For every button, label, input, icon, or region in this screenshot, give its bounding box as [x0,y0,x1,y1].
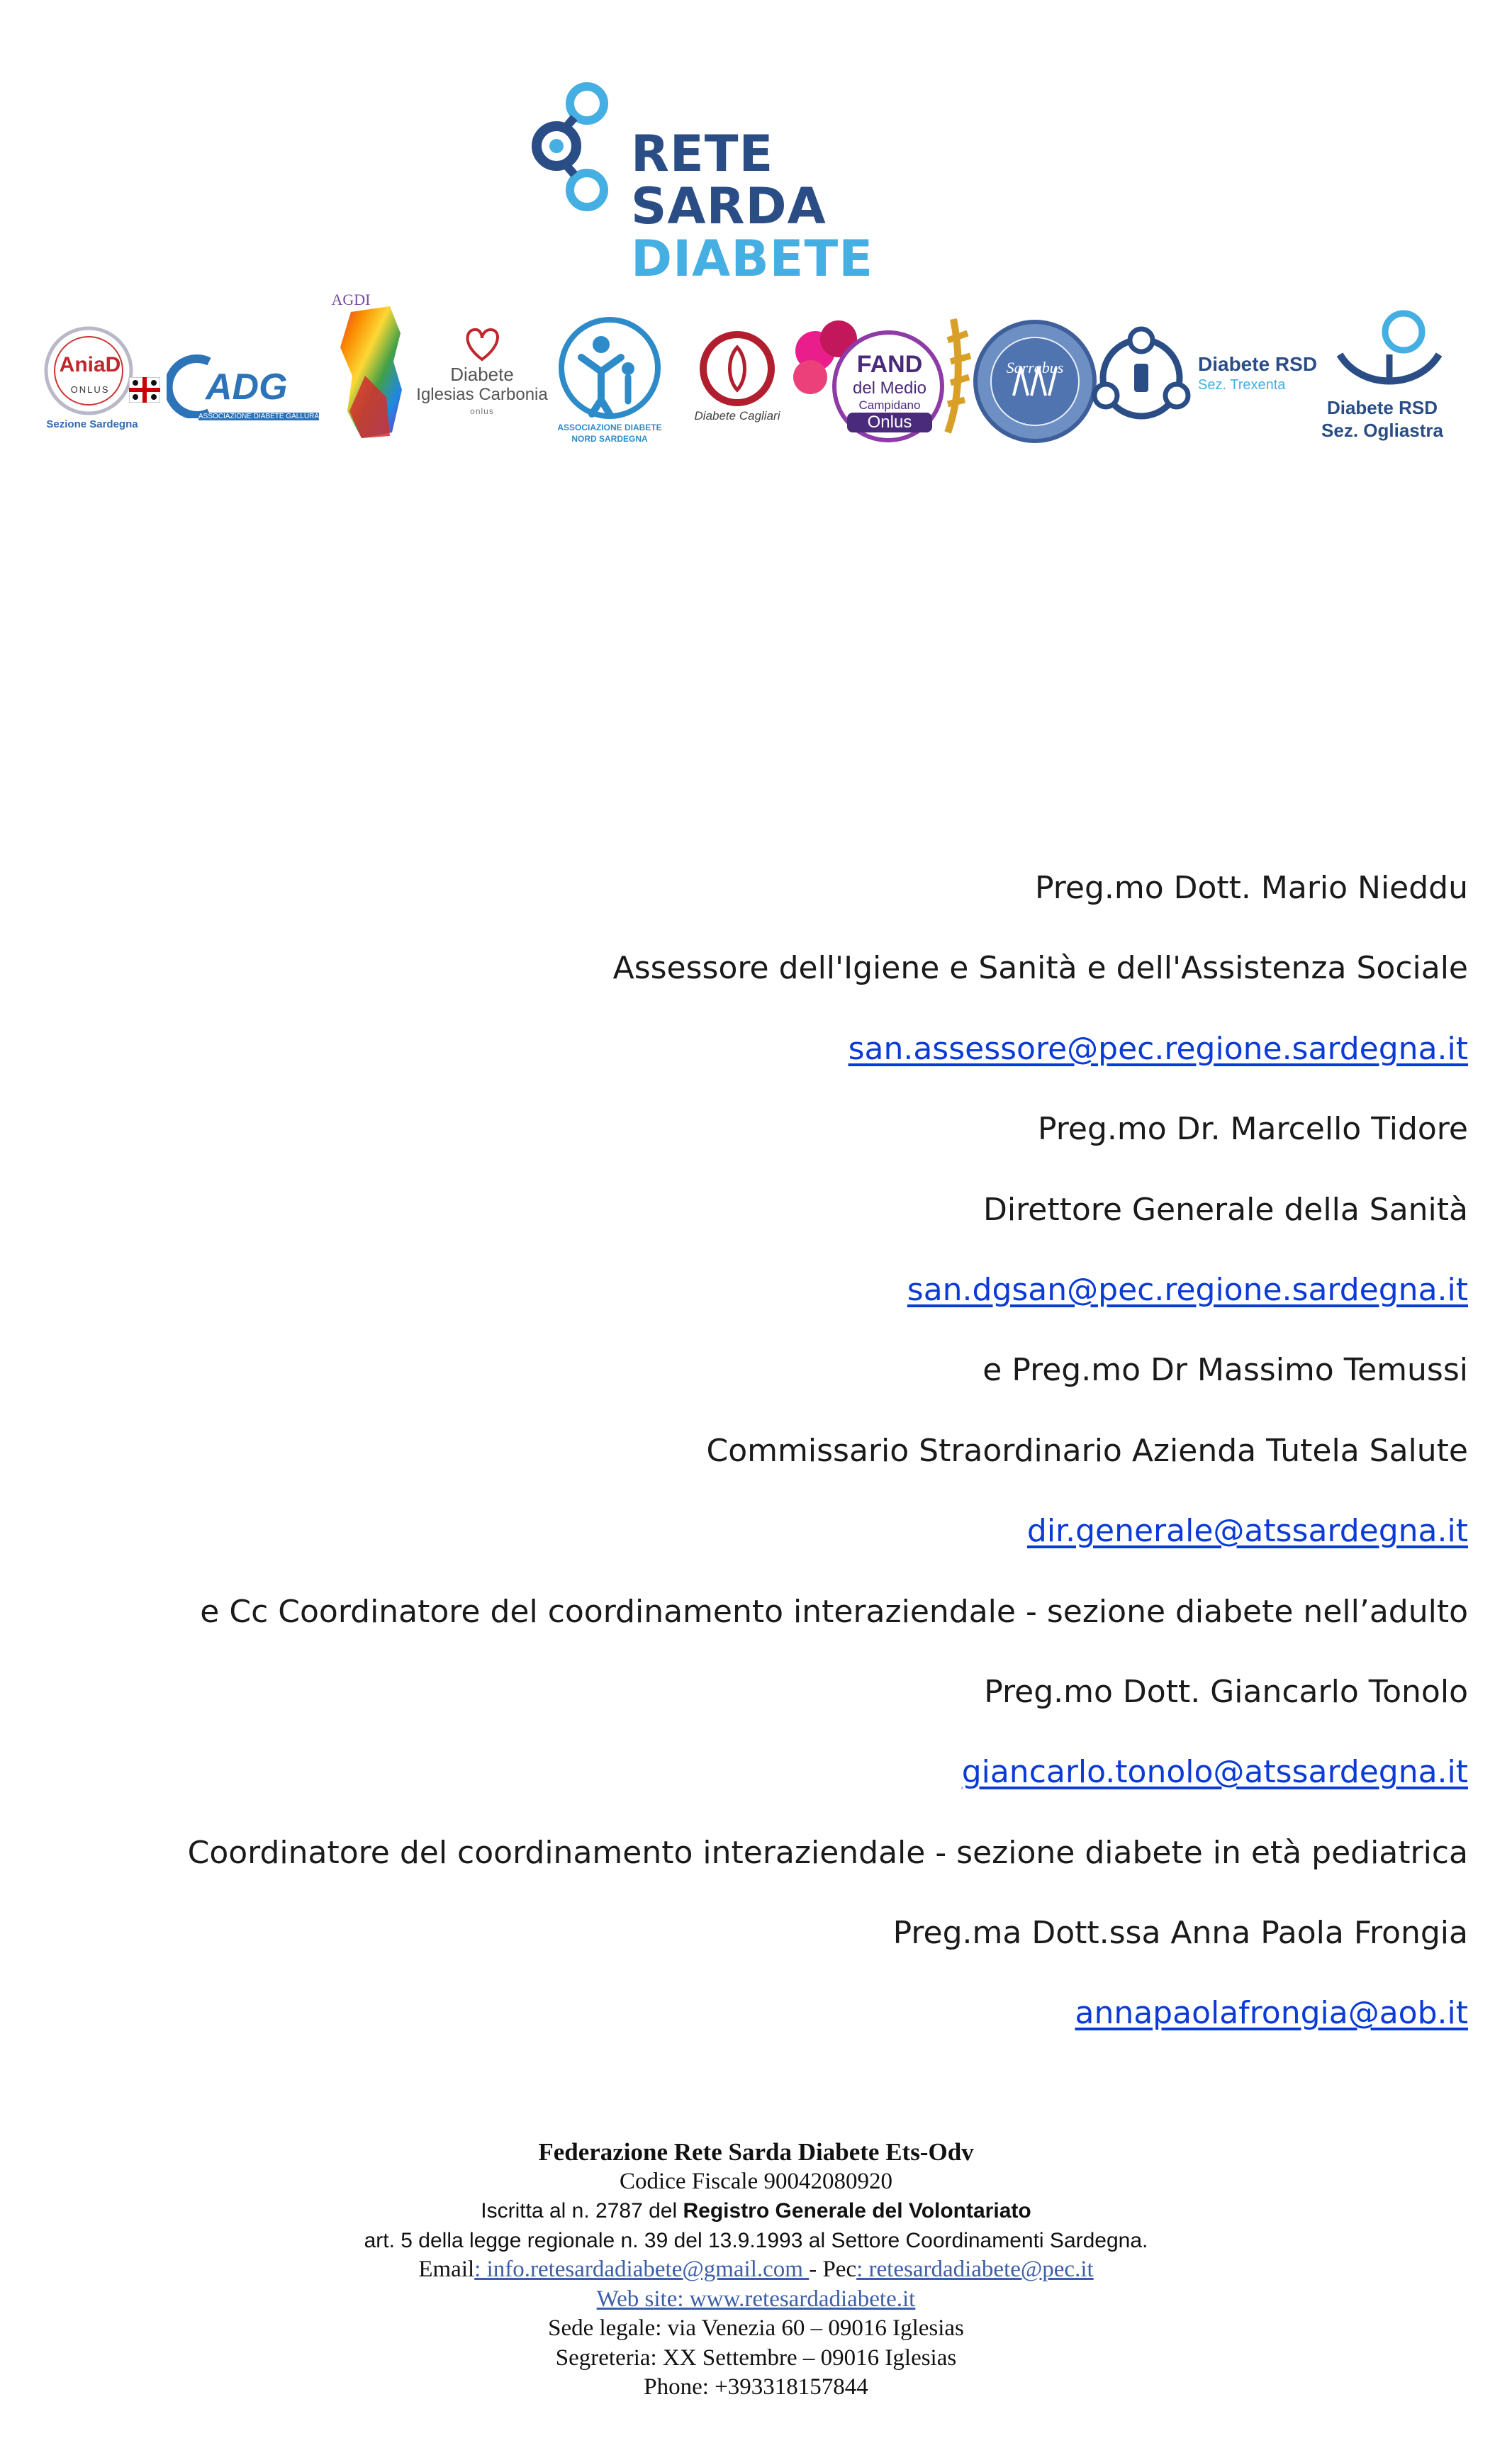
footer-website-link[interactable]: Web site: www.retesardadiabete.it [596,2286,916,2312]
recipient-line: Preg.mo Dr. Marcello Tidore [1038,1111,1468,1148]
trexenta-line1: Diabete RSD [1198,353,1318,375]
iglesias-line1: Diabete [450,364,514,385]
agdi-logo [323,291,422,443]
nord-line2: NORD SARDEGNA [571,434,648,444]
footer-codice-fiscale: Codice Fiscale 90042080920 [620,2168,892,2194]
heart-icon [411,323,553,365]
fand-line4: Onlus [847,413,932,432]
diabete-cagliari-logo [681,330,794,436]
footer-iscritta-prefix: Iscritta al n. 2787 del [481,2199,683,2223]
recipients-block [121,848,1468,2054]
adg-text: ADG [206,367,288,408]
ogliastra-swirl-icon [1311,305,1453,397]
recipient-email-link[interactable]: giancarlo.tonolo@atssardegna.it [961,1754,1468,1791]
sarrabus-logo [971,318,1099,445]
footer-pec-label: Pec [822,2257,857,2282]
recipient-line: Assessore dell'Igiene e Sanità e dell'Assistenza Sociale [612,950,1468,987]
diabete-rsd-ogliastra-logo [1311,305,1453,447]
nord-sardegna-logo [539,315,681,449]
nord-sardegna-figures-icon [539,315,681,421]
fand-line2: del Medio [852,379,927,398]
ogliastra-line2: Sez. Ogliastra [1321,420,1443,441]
trexenta-network-icon [1085,325,1198,431]
fand-line3: Campidano [858,398,921,412]
footer-email-label: Email [418,2257,475,2282]
recipient-line: Direttore Generale della Sanità [983,1191,1468,1228]
footer [0,2137,1512,2403]
footer-registro: Registro Generale del Volontariato [683,2199,1031,2223]
recipient-line: Preg.mo Dott. Giancarlo Tonolo [984,1673,1468,1710]
footer-pec-separator: - [809,2257,823,2282]
recipient-line: e Cc Coordinatore del coordinamento interaziendale - sezione diabete nell’adulto [200,1593,1468,1630]
logo-word-sarda: SARDA [631,177,827,235]
logo-word-diabete: DIABETE [631,230,874,288]
footer-segreteria: Segreteria: XX Settembre – 09016 Iglesias [555,2344,957,2371]
footer-iscritta [0,2196,1512,2226]
agdi-sardinia-rainbow-icon [323,291,422,443]
footer-contacts [0,2255,1512,2285]
logo-word-rete: RETE [631,125,774,183]
iglesias-line3: onlus [470,406,494,416]
fand-logo [783,312,989,447]
sardinia-flag-icon [129,377,160,403]
recipient-line: Coordinatore del coordinamento interaziendale - sezione diabete in età pediatrica [187,1834,1468,1871]
cagliari-text: Diabete Cagliari [694,409,780,423]
nord-line1: ASSOCIAZIONE DIABETE [557,423,662,432]
recipient-email-link[interactable]: san.assessore@pec.regione.sardegna.it [848,1030,1468,1067]
aniad-sub: ONLUS [70,384,110,395]
aniad-text: AniaD [59,353,121,376]
footer-phone: Phone: +393318157844 [644,2374,868,2400]
recipient-line: Commissario Straordinario Azienda Tutela Salute [706,1432,1468,1469]
adg-logo [167,354,320,432]
iglesias-line2: Iglesias Carbonia [416,385,548,404]
cagliari-circle-icon [681,330,794,408]
sarrabus-text: Sarrabus [1006,359,1064,376]
footer-sede: Sede legale: via Venezia 60 – 09016 Iglesias [548,2315,964,2341]
recipient-line: e Preg.mo Dr Massimo Temussi [982,1352,1468,1389]
ogliastra-line1: Diabete RSD [1326,397,1438,418]
footer-art: art. 5 della legge regionale n. 39 del 13.9.1993 al Settore Coordinamenti Sardegna. [364,2228,1148,2252]
footer-org-name: Federazione Rete Sarda Diabete Ets-Odv [538,2138,974,2166]
partner-logos-row [28,291,1489,454]
footer-email-link[interactable]: : info.retesardadiabete@gmail.com [474,2257,810,2282]
recipient-line: Preg.mo Dott. Mario Nieddu [1034,870,1468,906]
footer-website [0,2285,1512,2315]
iglesias-carbonia-logo [411,323,553,429]
sarrabus-seal-icon [971,318,1099,445]
diabete-rsd-trexenta-logo [1085,325,1318,431]
network-logo-icon [525,78,631,241]
trexenta-line2: Sez. Trexenta [1198,377,1286,393]
recipient-line: Preg.ma Dott.ssa Anna Paola Frongia [892,1915,1468,1952]
footer-pec-link[interactable]: : retesardadiabete@pec.it [856,2257,1094,2282]
rete-sarda-diabete-logo [525,78,893,288]
fand-line1: FAND [856,351,923,378]
recipient-email-link[interactable]: annapaolafrongia@aob.it [1075,1995,1468,2032]
recipient-email-link[interactable]: dir.generale@atssardegna.it [1026,1513,1468,1550]
recipient-email-link[interactable]: san.dgsan@pec.regione.sardegna.it [907,1271,1468,1308]
adg-sub: ASSOCIAZIONE DIABETE GALLURA [198,413,320,420]
agdi-text: AGDI [331,291,371,308]
aniad-caption: Sezione Sardegna [46,418,138,430]
